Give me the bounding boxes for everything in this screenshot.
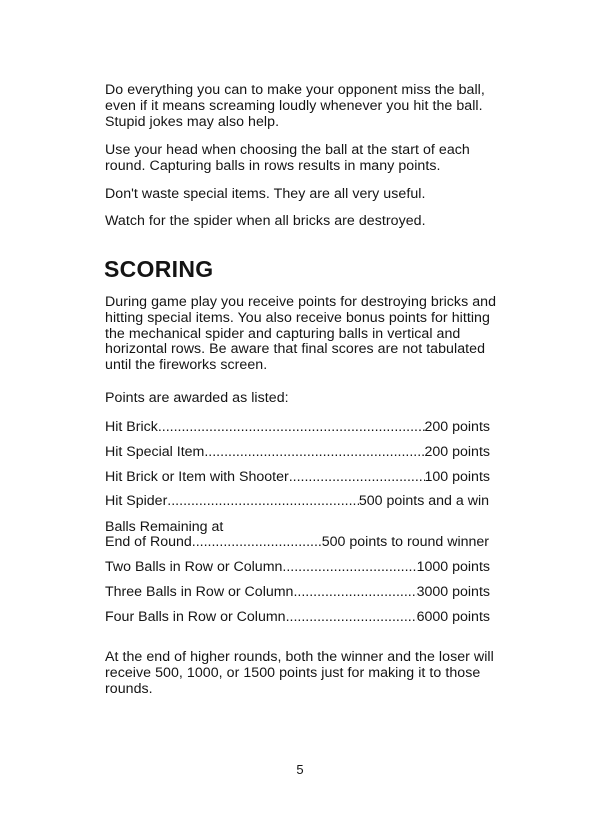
score-row xyxy=(105,559,490,575)
score-row xyxy=(105,584,490,600)
score-label: Hit Spider xyxy=(105,493,168,509)
score-label: Three Balls in Row or Column xyxy=(105,584,294,600)
scoring-intro: During game play you receive points for destroying bricks and hitting special items. You also receive bonus points for hitting the mechanical spider and capturing balls in vertical and horizontal rows. Be aware that final scores are not tabulated until the fireworks screen. xyxy=(105,294,497,374)
page-number: 5 xyxy=(296,762,304,777)
score-label: Four Balls in Row or Column xyxy=(105,609,286,625)
score-label-line1 xyxy=(105,519,223,535)
score-points: 100 points xyxy=(424,469,490,485)
score-row xyxy=(105,469,490,485)
score-label: Hit Brick xyxy=(105,419,158,435)
closing-paragraph: At the end of higher rounds, both the winner and the loser will receive 500, 1000, or 1500 points just for making it to those rounds. xyxy=(105,649,494,697)
dot-leader xyxy=(158,419,425,435)
dot-leader xyxy=(282,559,416,575)
dot-leader xyxy=(167,493,359,509)
score-label: Hit Special Item xyxy=(105,444,205,460)
score-points: 6000 points xyxy=(416,609,490,625)
score-label: Two Balls in Row or Column xyxy=(105,559,283,575)
score-label: End of Round xyxy=(105,534,192,550)
score-points: 1000 points xyxy=(416,559,490,575)
points-awarded-label: Points are awarded as listed: xyxy=(105,390,289,406)
tip-paragraph: Use your head when choosing the ball at the start of each round. Capturing balls in rows results in many points. xyxy=(105,142,470,174)
score-points: 3000 points xyxy=(416,584,490,600)
score-points: 200 points xyxy=(424,444,490,460)
score-points: 500 points and a win xyxy=(358,493,489,509)
tip-paragraph: Don't waste special items. They are all very useful. xyxy=(105,186,426,202)
score-row xyxy=(105,493,489,509)
dot-leader xyxy=(286,609,417,625)
score-row xyxy=(105,419,490,435)
score-points: 500 points to round winner xyxy=(321,534,489,550)
dot-leader xyxy=(192,534,322,550)
score-row xyxy=(105,534,489,550)
score-points: 200 points xyxy=(424,419,490,435)
dot-leader xyxy=(204,444,424,460)
score-row xyxy=(105,444,490,460)
score-label: Hit Brick or Item with Shooter xyxy=(105,469,289,485)
tip-paragraph: Watch for the spider when all bricks are destroyed. xyxy=(105,213,426,229)
section-heading: SCORING xyxy=(104,256,214,282)
dot-leader xyxy=(293,584,416,600)
score-row xyxy=(105,609,490,625)
dot-leader xyxy=(289,469,425,485)
score-label: Balls Remaining at xyxy=(105,519,224,535)
tip-paragraph: Do everything you can to make your opponent miss the ball, even if it means screaming loudly whenever you hit the ball. Stupid jokes may also help. xyxy=(105,82,485,130)
